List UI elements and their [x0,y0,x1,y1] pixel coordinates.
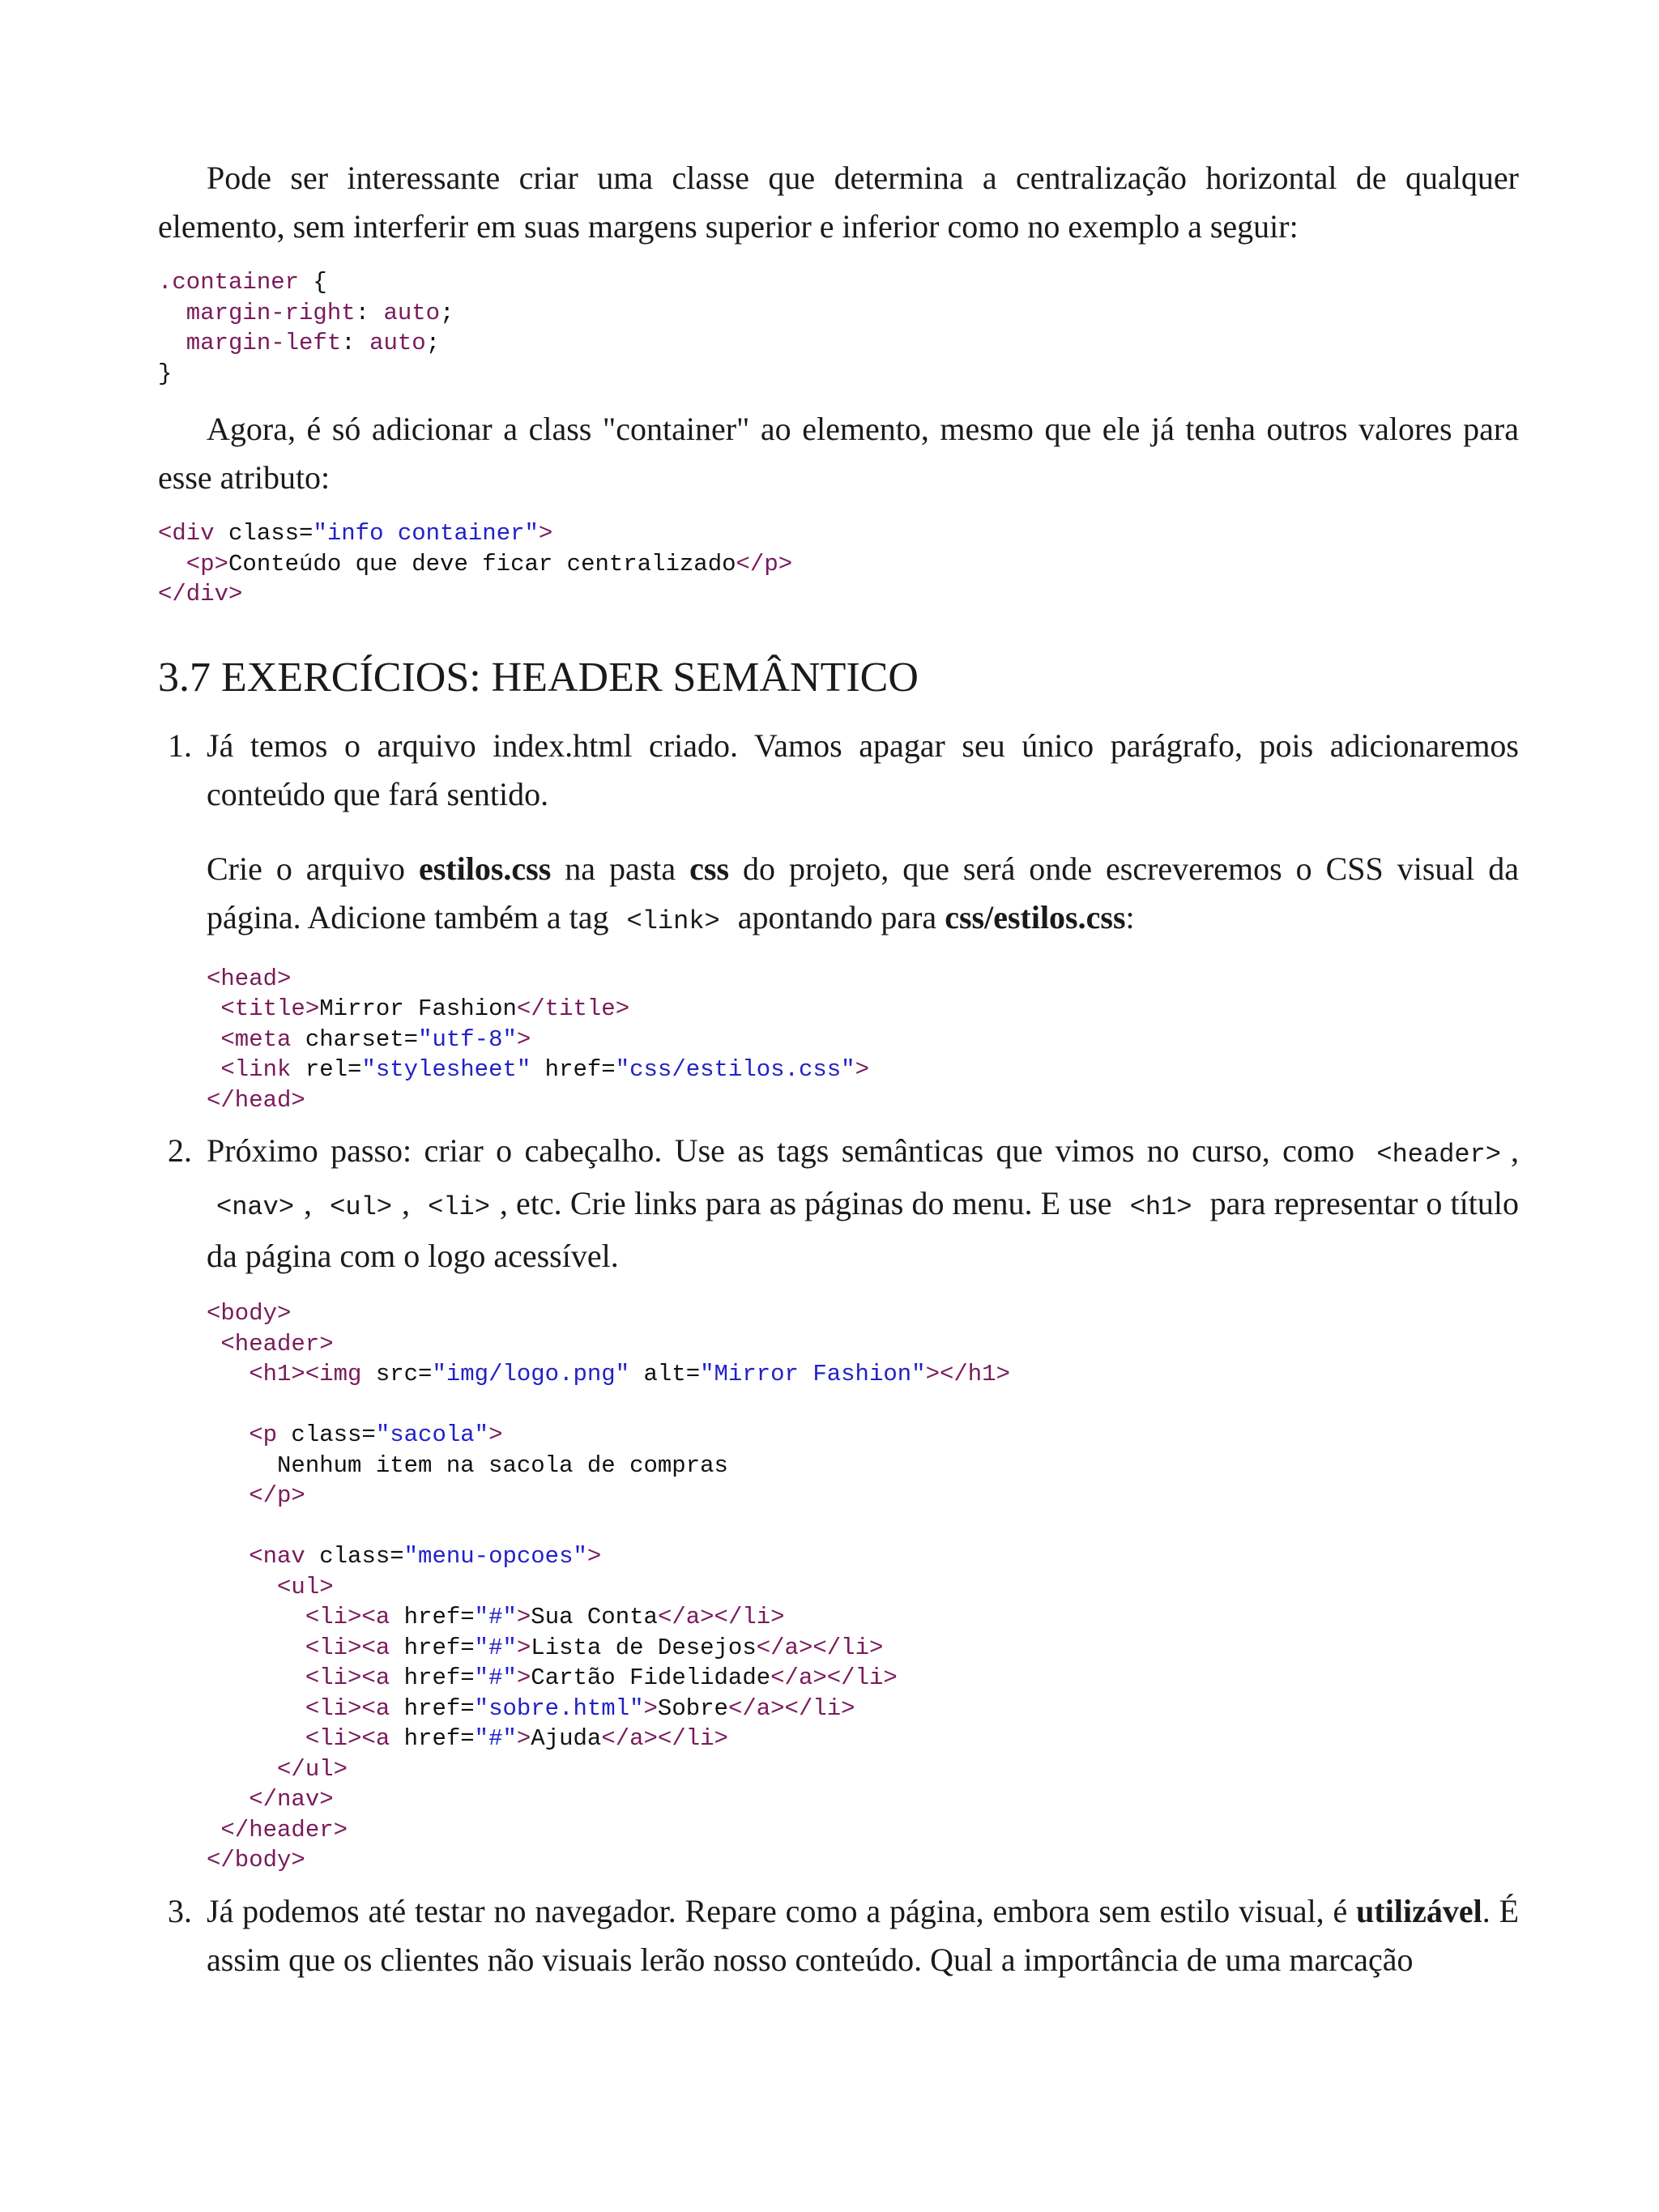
code-block-container-css: .container { margin-right: auto; margin-left: auto; } [158,269,454,387]
list-item-1 [158,722,1519,1116]
list-item-2-text: Próximo passo: criar o cabeçalho. Use as tags semânticas que vimos no curso, como <header> , <nav> , <ul> , <li> , etc. Crie links para as páginas do menu. E use <h1> para representar o título da página com o logo acessível. [207,1132,1519,1274]
inline-code-h1: <h1> [1129,1192,1192,1222]
intro-paragraph: Pode ser interessante criar uma classe que determina a centralização horizontal de qualquer elemento, sem interferir em suas margens superior e inferior como no exemplo a seguir: [158,160,1519,245]
list-item-3 [158,1887,1519,1984]
css-selector: .container [158,269,300,296]
document-page [158,154,1519,1984]
container-paragraph: Agora, é só adicionar a class "container" ao elemento, mesmo que ele já tenha outros valores para esse atributo: [158,411,1519,496]
inline-code-ul: <ul> [330,1192,392,1222]
list-item-2 [158,1127,1519,1876]
inline-code-li: <li> [428,1192,490,1222]
code-block-div-example: <div class="info container"> <p>Conteúdo que deve ficar centralizado</p> </div> [158,520,793,607]
css-value: auto [383,299,441,326]
section-heading: 3.7 EXERCÍCIOS: HEADER SEMÂNTICO [158,654,919,701]
list-item-3-text: Já podemos até testar no navegador. Repare como a página, embora sem estilo visual, é utilizável. É assim que os clientes não visuais lerão nosso conteúdo. Qual a importância de uma marcação [207,1892,1519,1978]
inline-code-link: <link> [626,906,720,936]
list-number: 2. [168,1132,192,1169]
code-block-body: <body> <header> <h1><img src="img/logo.png" alt="Mirror Fashion"></h1> <p class="sacola"> Nenhum item na sacola de compras </p> <nav class="menu-opcoes"> <ul> <li><a href="#">Sua Conta</a></li> <li><a href="#">Lista de Desejos</a></li> <li><a href="#">Cartão Fidelidade</a></li> <li><a href="sobre.html">Sobre</a></li> <li><a href="#">Ajuda</a></li> </ul> </nav> </header> </body> [207,1300,1010,1873]
css-value: auto [369,330,426,356]
css-property: margin-right [158,299,356,326]
list-number: 1. [168,727,192,764]
list-number: 3. [168,1892,192,1929]
css-property: margin-left [158,330,342,356]
list-item-1-text: Já temos o arquivo index.html criado. Vamos apagar seu único parágrafo, pois adicionaremos conteúdo que fará sentido. [207,727,1519,812]
list-item-1-paragraph-2: Crie o arquivo estilos.css na pasta css do projeto, que será onde escreveremos o CSS visual da página. Adicione também a tag <link> apontando para css/estilos.css: [207,850,1519,936]
inline-code-nav: <nav> [216,1192,295,1222]
inline-code-header: <header> [1376,1140,1501,1170]
code-block-head: <head> <title>Mirror Fashion</title> <meta charset="utf-8"> <link rel="stylesheet" href="css/estilos.css"> </head> [207,965,869,1114]
